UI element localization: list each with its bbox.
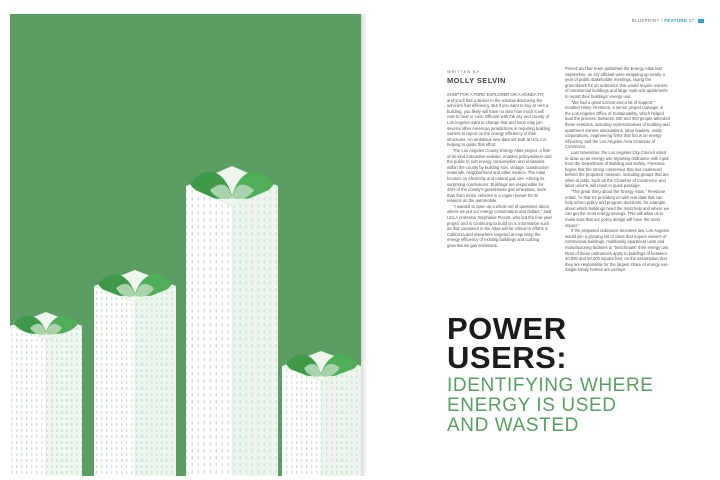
section-name: FEATURE bbox=[664, 18, 688, 23]
page-number: 37 bbox=[688, 18, 695, 23]
building-illustration bbox=[10, 14, 361, 476]
deck-line: ENERGY IS USED bbox=[447, 395, 617, 416]
paragraph: "We had a great turnout and a lot of support," recalled Hilary Firestone, a senior project manager in the Los Angeles Office of Sustainability, which helped lead the process. Between 200 and 300 people attended these sessions, including representatives of building and apartment owners associations, labor leaders, realty corporations, engineering firms that focus on energy efficiency, and the Los Angeles Area Chamber of Commerce. bbox=[565, 99, 670, 150]
paragraph: The Los Angeles County Energy Atlas project, a first-of-its-kind interactive website, enables policymakers and the public to sort energy consumption and emissions within the county by building size, vintage, construction materials, neighborhood and other metrics. The Atlas focuses on electricity and natural gas use. Among its surprising conclusions: Buildings are responsible for 40% of the county's greenhouse gas emissions, more than from motor vehicles in a region known for its reliance on the automobile. bbox=[447, 147, 552, 204]
paragraph: Pincetl and her team published the Energy Atlas last September, as city officials were wrapping up nearly a year of public stakeholder meetings, laying the groundwork for an ordinance that would require owners of commercial buildings and large multi-unit apartments to report their buildings' energy use. bbox=[565, 66, 668, 99]
paragraph: Last November, the Los Angeles City Council voted to draw up an energy-use reporting ordinance with input from the Department of Building and Safety. Firestone hopes that the strong consensus that has coalesced behind the proposed measure, including groups that are often at odds, such as the Chamber of Commerce and labor unions, will result in quick passage. bbox=[565, 149, 669, 189]
byline-label: WRITTEN BY bbox=[447, 69, 480, 74]
article-subheadline bbox=[447, 376, 654, 436]
paragraph: If the proposed ordinance becomes law, Los Angeles would join a growing list of cities that require owners of commercial buildings, multifamily apartment units and manufacturing facilities to "benchmark" their energy use. Most of these ordinances apply to buildings of between 20,000 and 50,000 square feet, on the assumption that they are responsible for the largest share of energy use. Single-family homes are exempt. bbox=[565, 228, 670, 273]
body-column-2 bbox=[565, 66, 670, 362]
illustration-page bbox=[10, 14, 361, 476]
tower-1 bbox=[10, 312, 82, 476]
deck-line: IDENTIFYING WHERE bbox=[447, 375, 654, 396]
deck-line: AND WASTED bbox=[447, 415, 579, 436]
article-page bbox=[367, 14, 712, 476]
magazine-name: BLUEPRINT bbox=[631, 18, 660, 23]
paragraph: SHOP FOR A FORD EXPLORER OR A HONDA FIT, and you'll find a sticker in the window disclosing the vehicle's fuel efficiency. But if you want to buy or rent a building, you likely will have no idea how much it will cost to heat or cool. Officials with the city and county of Los Angeles want to change that and soon may join several other American jurisdictions in requiring building owners to report on the energy efficiency of their structures. An ambitious new data set built at UCLA is helping to guide that effort. bbox=[447, 92, 551, 148]
paragraph: "The great thing about the Energy Atlas," Firestone noted, "is that it's providing us with real data that can help inform policy and program decisions, for example, about which buildings need the most help and where we can get the most energy savings. This will allow us to make sure that our policy design will have the most impact." bbox=[565, 189, 670, 228]
paragraph: "I wanted to open up a whole set of questions about where we put our energy conservation and dollars," said UCLA professor Stephanie Pincetl, who led the four-year project and is continuing to build on it. Information such as that contained in the Atlas will be critical to efforts in California and elsewhere targeted at improving the energy efficiency of existing buildings and curbing greenhouse gas emissions. bbox=[447, 203, 552, 249]
headline-line: USERS: bbox=[447, 340, 568, 375]
article-headline bbox=[447, 311, 568, 375]
tower-3 bbox=[186, 166, 278, 476]
flag-icon bbox=[698, 19, 704, 23]
author-name: MOLLY SELVIN bbox=[447, 76, 506, 85]
tower-4 bbox=[282, 351, 361, 476]
running-header bbox=[632, 18, 704, 23]
header-divider: / bbox=[661, 18, 663, 23]
tower-2 bbox=[94, 270, 176, 476]
headline-line: POWER bbox=[447, 311, 567, 346]
body-column-1 bbox=[447, 92, 552, 320]
